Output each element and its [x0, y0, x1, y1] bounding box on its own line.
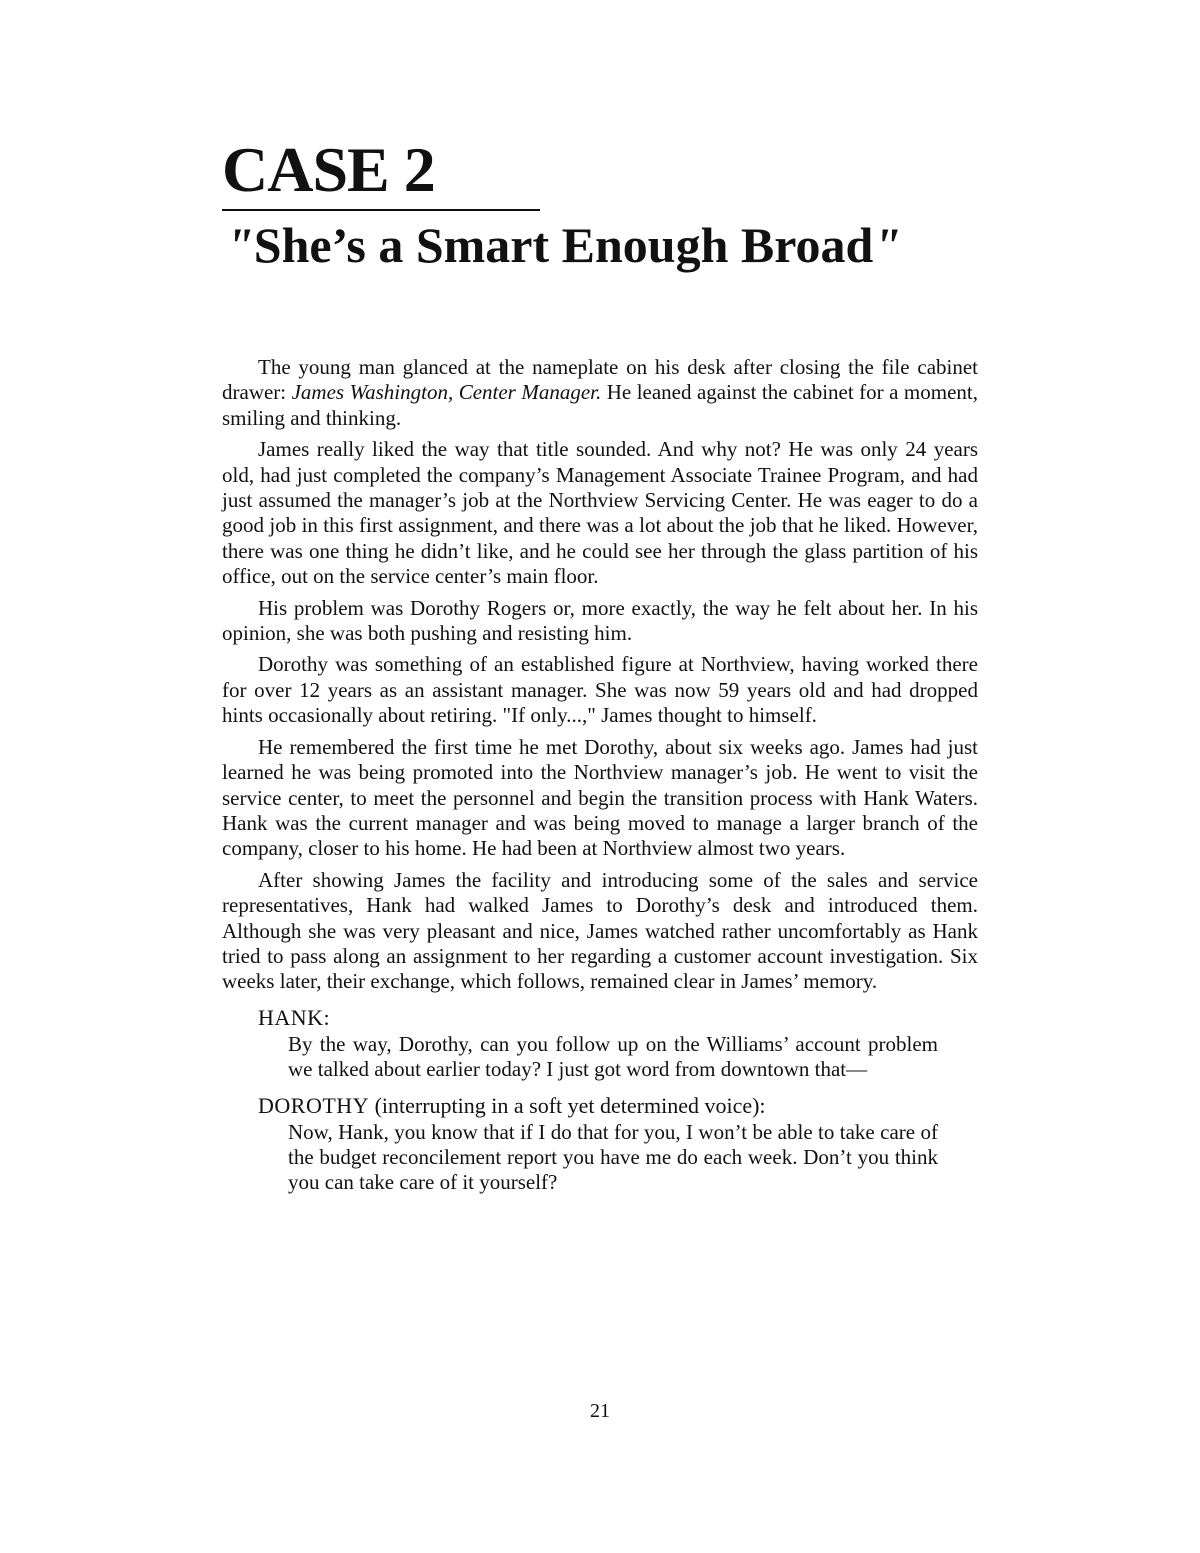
paragraph-text: He leaned against the cabinet for a moment, smiling and thinking.: [222, 380, 978, 430]
dialogue-line-dorothy: Now, Hank, you know that if I do that for you, I won’t be able to take care of the budget reconcilement report you have me do each week. Don’t you think you can take care of it yourself?: [288, 1119, 938, 1195]
paragraph: Dorothy was something of an established figure at Northview, having worked there for over 12 years as an assistant manager. She was now 59 years old and had dropped hints occasionally about retiring. "If only...," James thought to himself.: [222, 652, 978, 728]
paragraph: His problem was Dorothy Rogers or, more exactly, the way he felt about her. In his opinion, she was both pushing and resisting him.: [222, 595, 978, 646]
title-close-quote: ": [873, 217, 902, 273]
case-number-heading: CASE 2: [222, 134, 435, 205]
speaker-name: HANK:: [258, 1004, 331, 1030]
paragraph: He remembered the first time he met Dorothy, about six weeks ago. James had just learned he was being promoted into the Northview manager’s job. He went to visit the service center, to meet the personnel and begin the transition process with Hank Waters. Hank was the current manager and was being moved to manage a larger branch of the company, closer to his home. He had been at Northview almost two years.: [222, 734, 978, 861]
title-open-quote: ": [226, 217, 254, 273]
dialogue-speaker-hank: [258, 1005, 978, 1030]
case-body: [222, 355, 978, 1202]
paragraph-text: The young man glanced at the nameplate on his desk after closing the file cabinet drawer:: [222, 355, 978, 405]
page-number: 21: [590, 1400, 610, 1422]
paragraph: [222, 355, 978, 431]
title-divider: [222, 209, 540, 211]
dialogue-line-hank: By the way, Dorothy, can you follow up on the Williams’ account problem we talked about earlier today? I just got word from downtown that—: [288, 1031, 938, 1082]
stage-direction: (interrupting in a soft yet determined voice):: [369, 1092, 766, 1118]
nameplate-text: James Washington, Center Manager.: [291, 380, 602, 405]
speaker-name: DOROTHY: [258, 1092, 370, 1118]
paragraph: After showing James the facility and introducing some of the sales and service representatives, Hank had walked James to Dorothy’s desk and introduced them. Although she was very pleasant and nice, James watched rather uncomfortably as Hank tried to pass along an assignment to her regarding a customer account investigation. Six weeks later, their exchange, which follows, remained clear in James’ memory.: [222, 867, 978, 994]
title-text: She’s a Smart Enough Broad: [253, 217, 874, 273]
dialogue-speaker-dorothy: [258, 1093, 978, 1118]
case-title: [226, 218, 901, 273]
paragraph: James really liked the way that title sounded. And why not? He was only 24 years old, had just completed the company’s Management Associate Trainee Program, and had just assumed the manager’s job at the Northview Servicing Center. He was eager to do a good job in this first assignment, and there was a lot about the job that he liked. However, there was one thing he didn’t like, and he could see her through the glass partition of his office, out on the service center’s main floor.: [222, 437, 978, 589]
